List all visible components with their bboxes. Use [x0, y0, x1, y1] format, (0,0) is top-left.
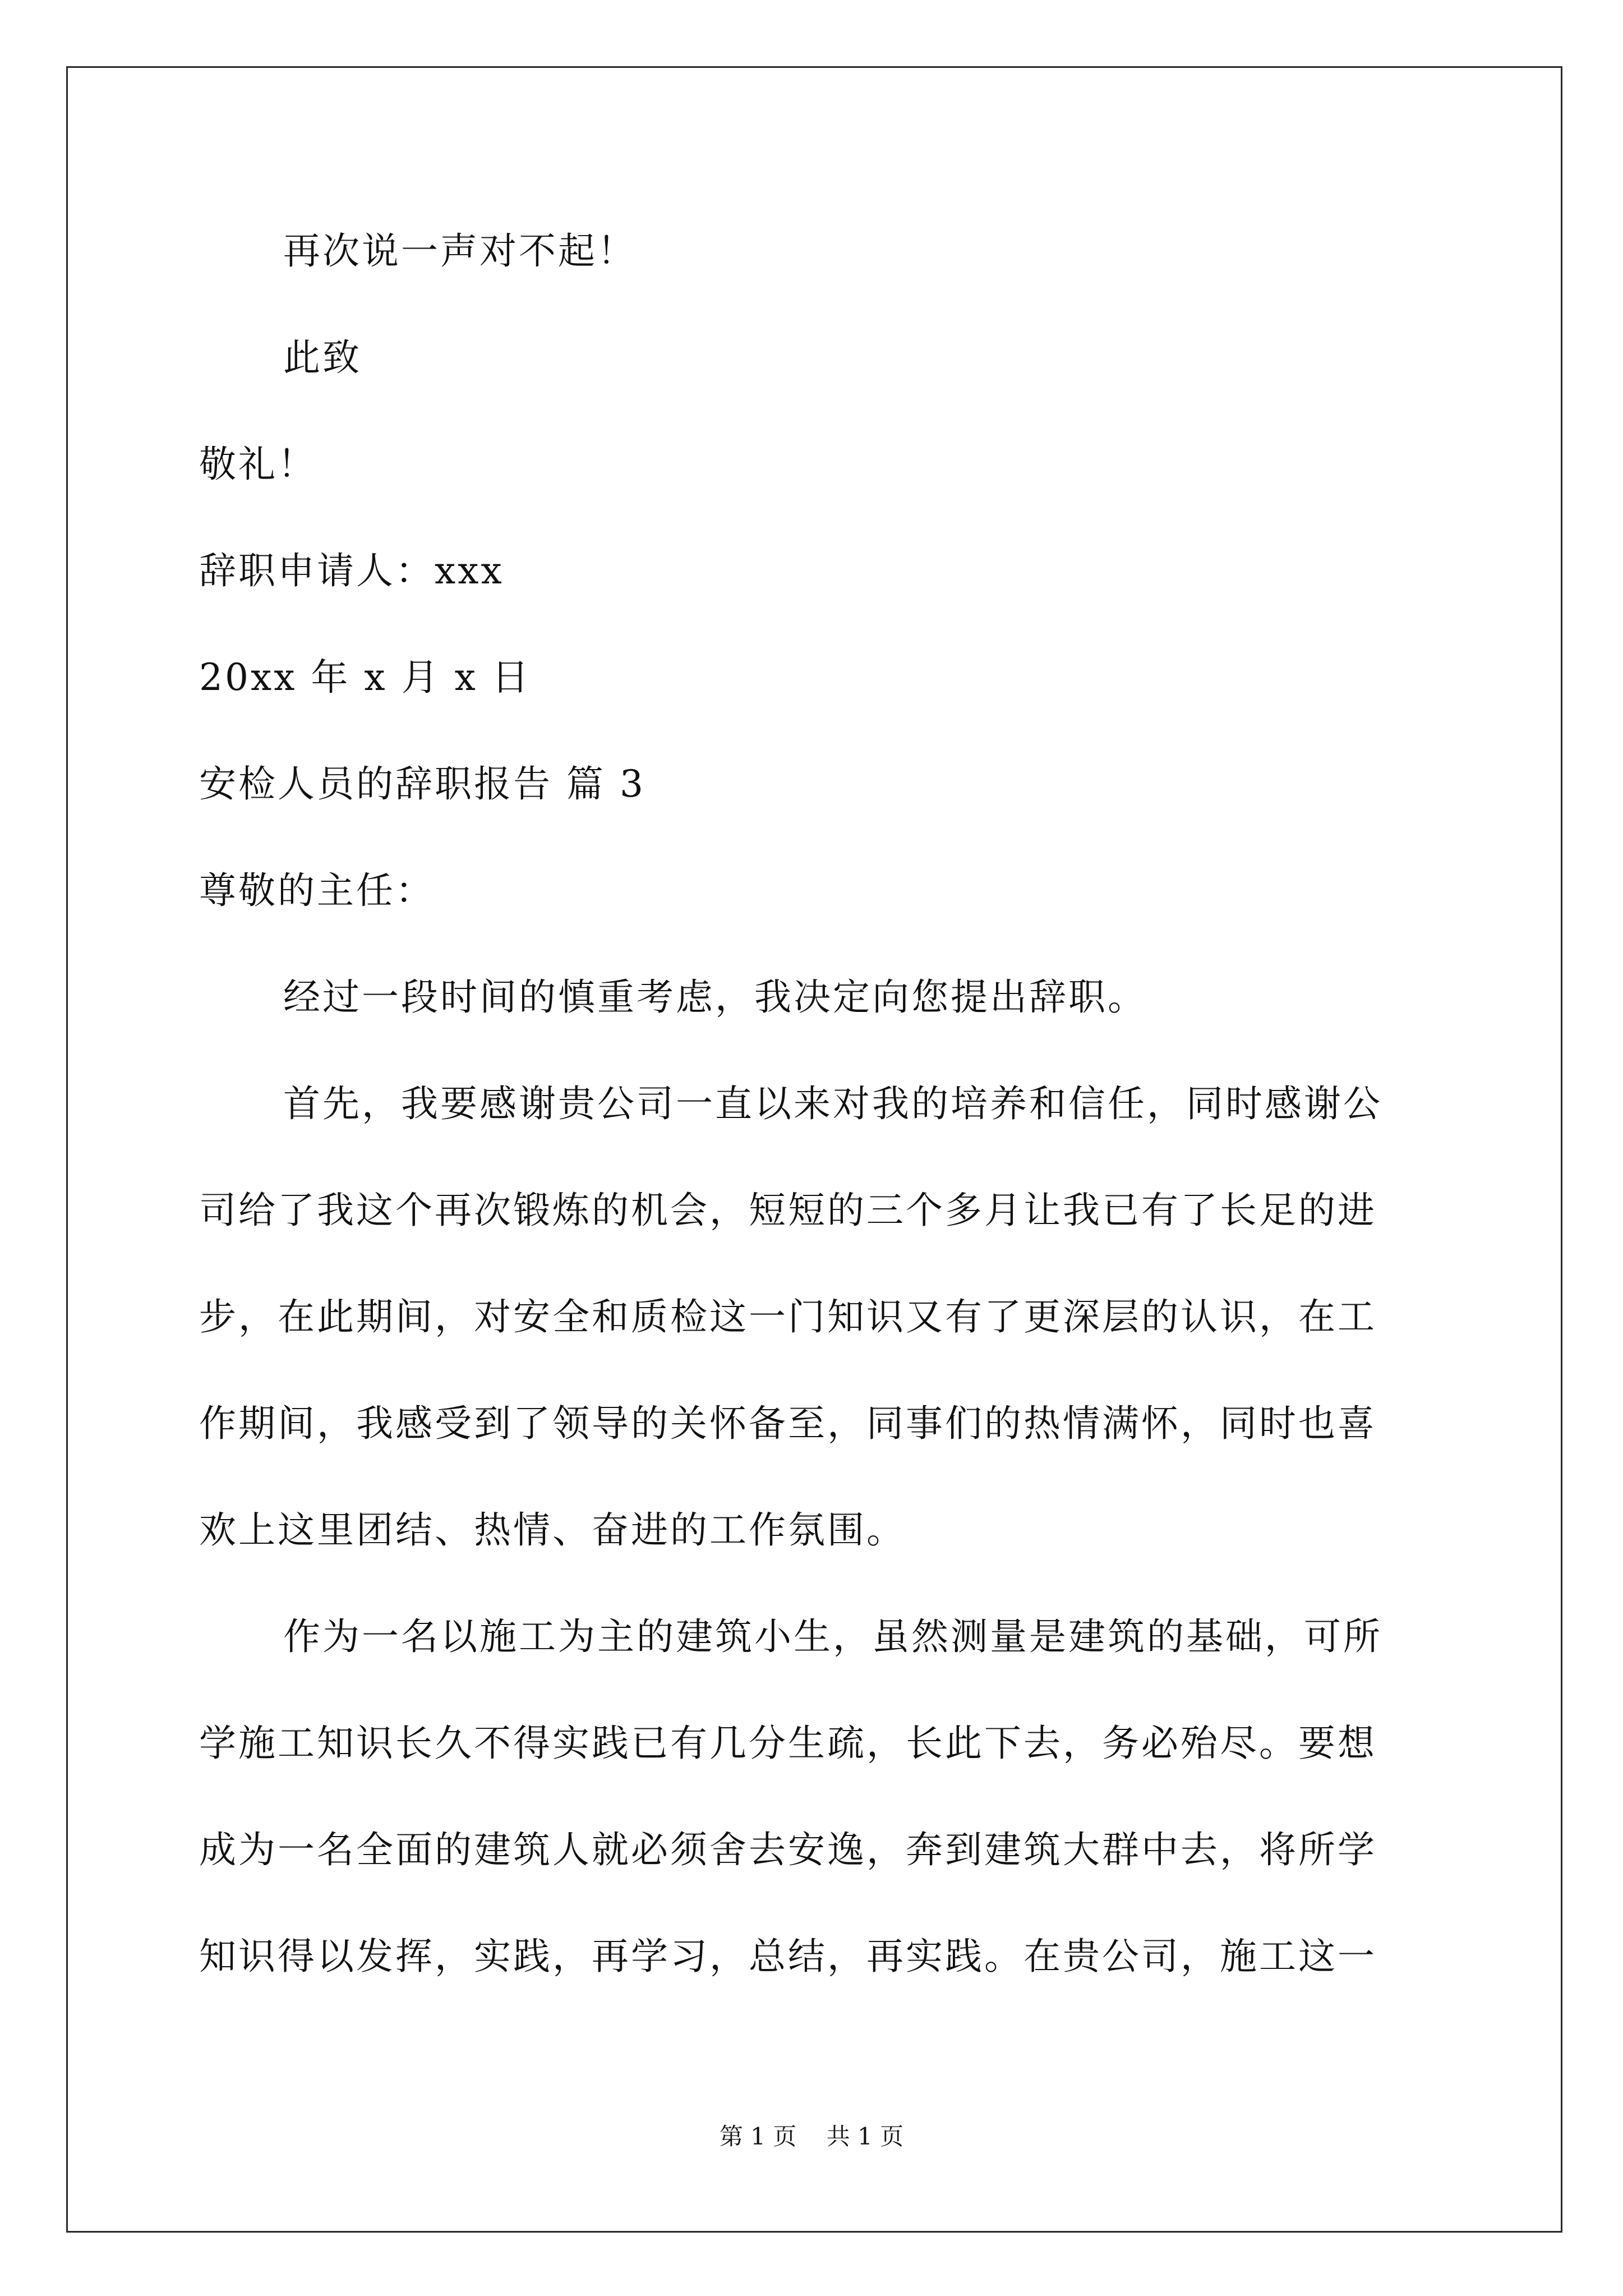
page-border — [66, 66, 1562, 2233]
text-line-salute: 敬礼！ — [199, 443, 317, 486]
text-line-applicant: 辞职申请人：xxx — [199, 549, 504, 592]
paragraph-line: 司给了我这个再次锻炼的机会，短短的三个多月让我已有了长足的进 — [199, 1189, 1377, 1232]
paragraph-line: 作为一名以施工为主的建筑小生，虽然测量是建筑的基础，可所 — [283, 1615, 1382, 1658]
page-number-footer: 第 1 页 共 1 页 — [719, 2123, 904, 2150]
section-title: 安检人员的辞职报告 篇 3 — [199, 762, 645, 806]
text-line-closing: 此致 — [283, 336, 362, 379]
text-line-date: 20xx 年 x 月 x 日 — [199, 656, 531, 699]
paragraph-line: 成为一名全面的建筑人就必须舍去安逸，奔到建筑大群中去，将所学 — [199, 1828, 1377, 1871]
text-line-apology: 再次说一声对不起！ — [283, 229, 637, 273]
paragraph-line: 步，在此期间，对安全和质检这一门知识又有了更深层的认识，在工 — [199, 1295, 1377, 1338]
paragraph-line: 首先，我要感谢贵公司一直以来对我的培养和信任，同时感谢公 — [283, 1082, 1382, 1125]
paragraph-line: 作期间，我感受到了领导的关怀备至，同事们的热情满怀，同时也喜 — [199, 1402, 1377, 1445]
paragraph-line: 欢上这里团结、热情、奋进的工作氛围。 — [199, 1508, 906, 1552]
paragraph-line: 学施工知识长久不得实践已有几分生疏，长此下去，务必殆尽。要想 — [199, 1722, 1377, 1765]
text-line-salutation: 尊敬的主任： — [199, 869, 435, 912]
paragraph-line: 知识得以发挥，实践，再学习，总结，再实践。在贵公司，施工这一 — [199, 1935, 1377, 1978]
paragraph-line: 经过一段时间的慎重考虑，我决定向您提出辞职。 — [283, 976, 1147, 1019]
